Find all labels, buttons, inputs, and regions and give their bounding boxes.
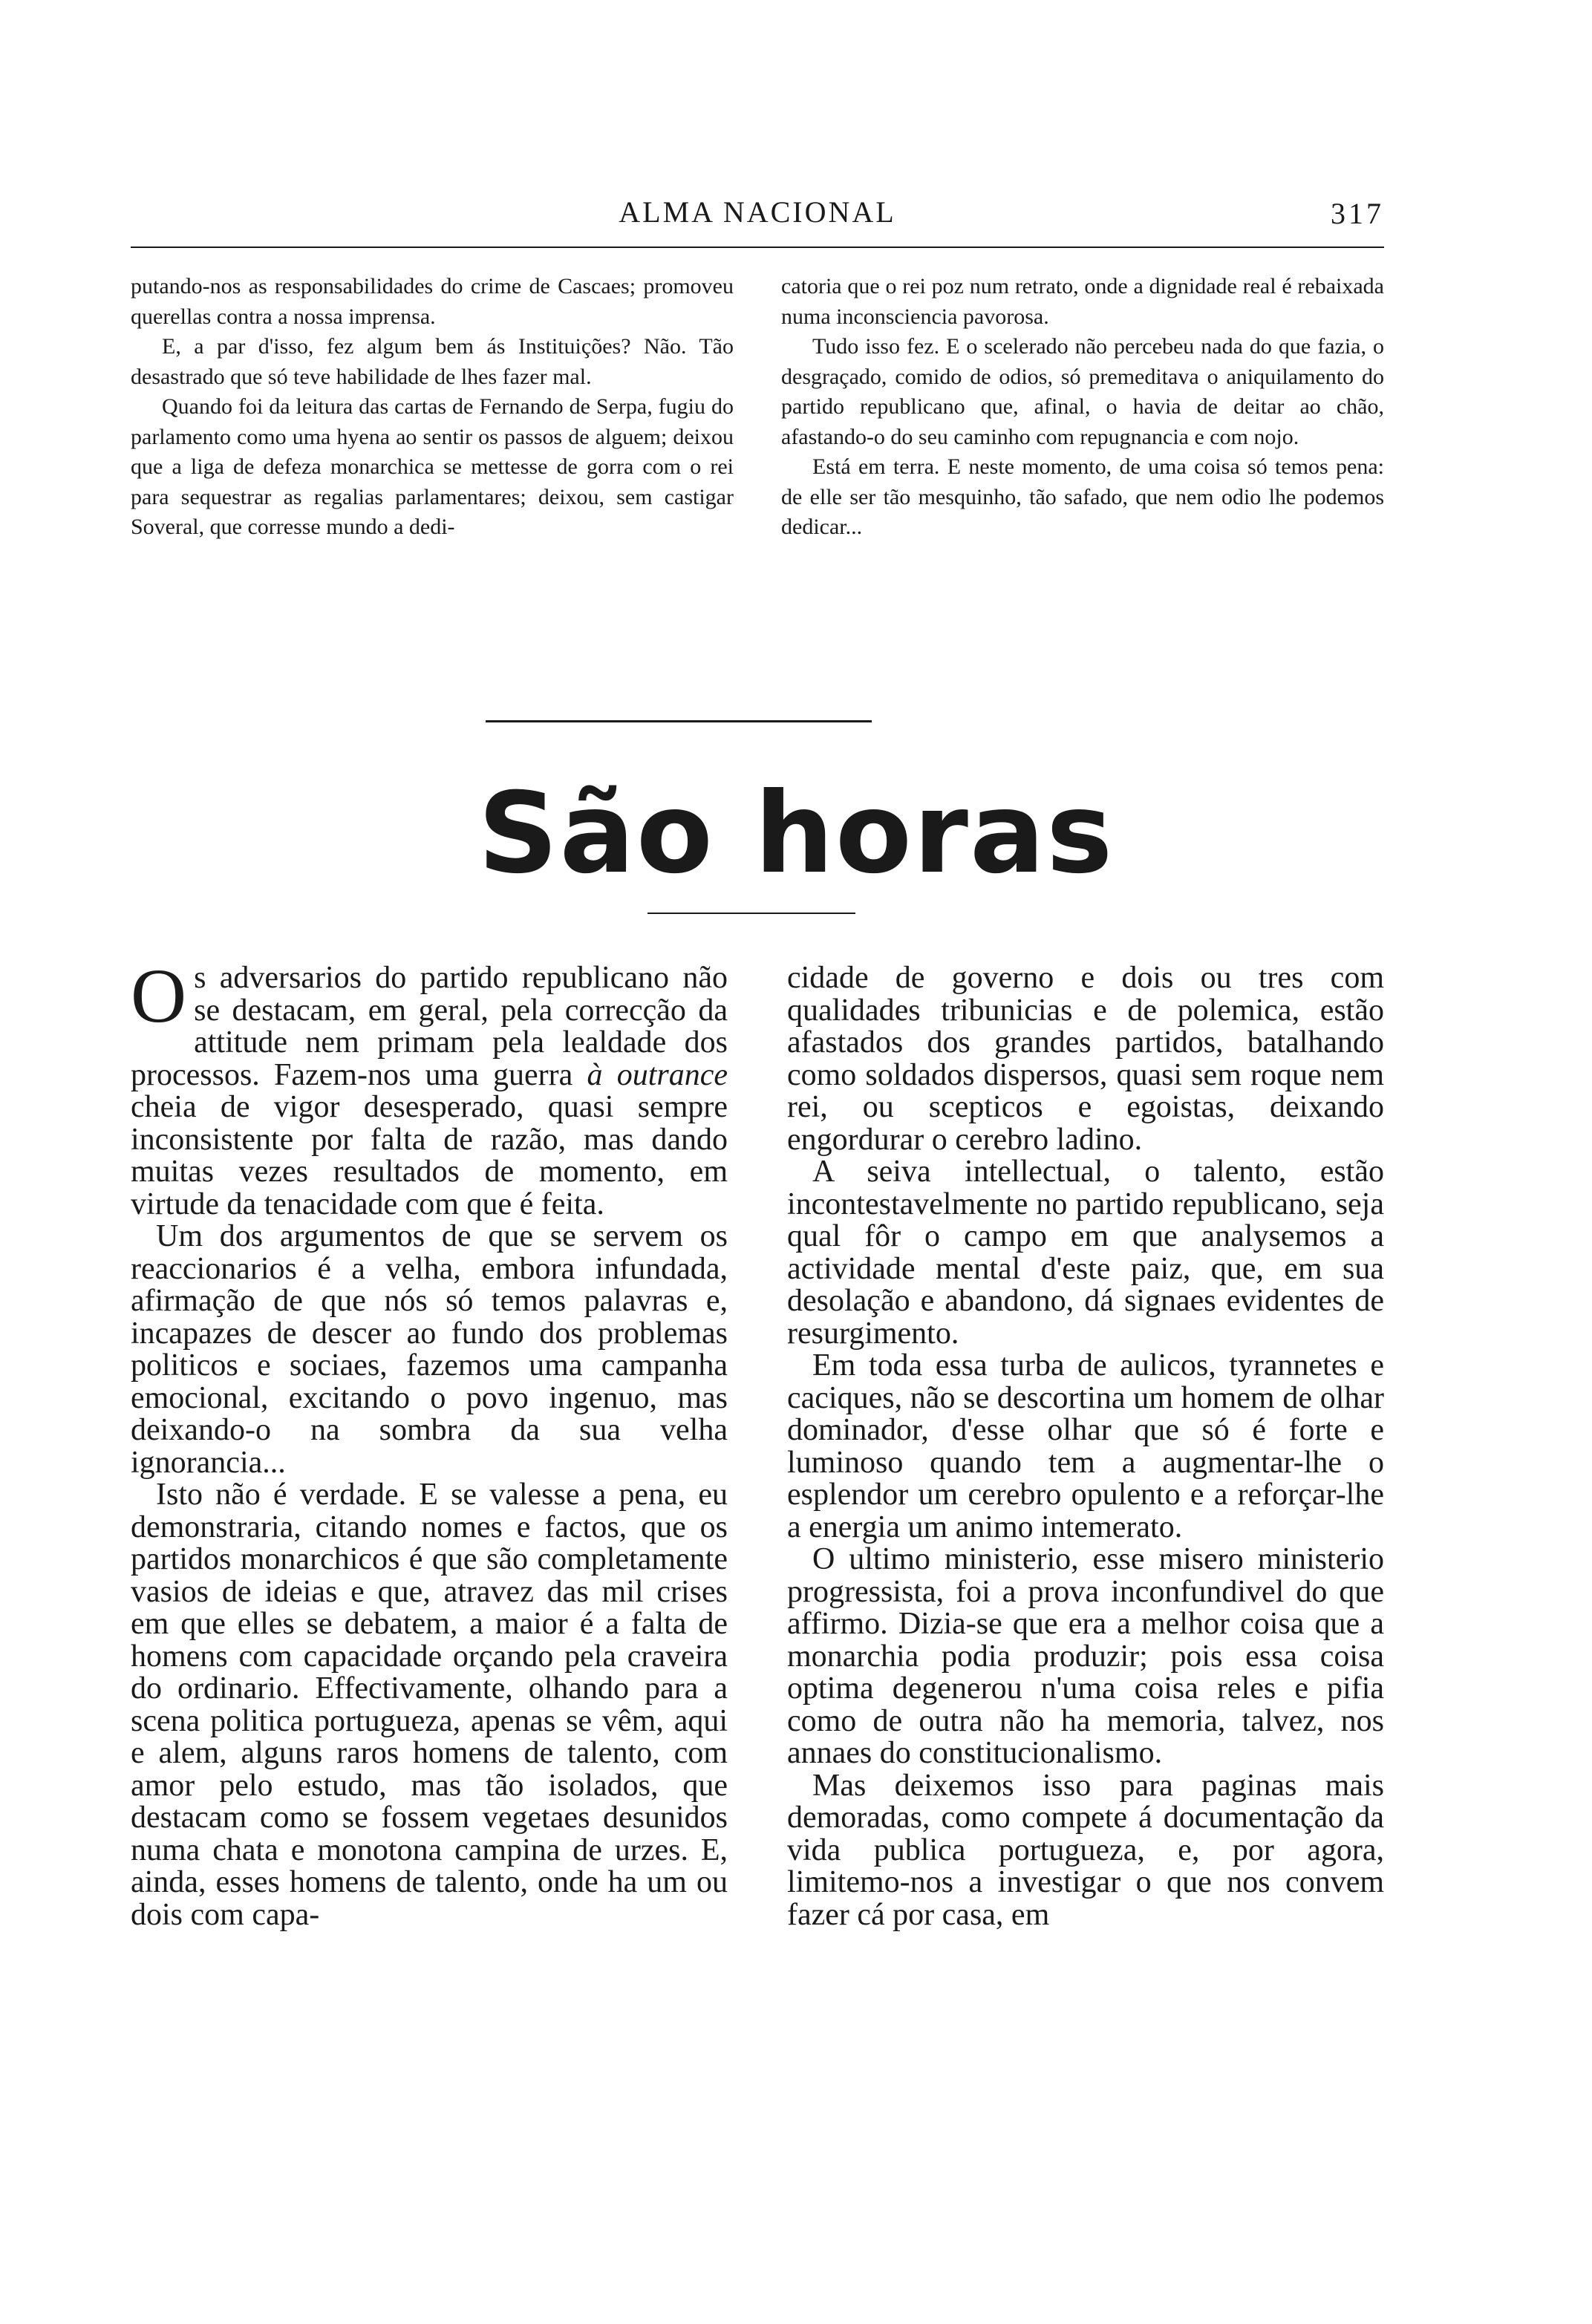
paragraph-text: s adversarios do partido republicano não se destacam, em geral, pela correcção da attitude nem primam pela lealdade dos processos. Fazem-nos uma guerra: [131, 961, 728, 1092]
paragraph: catoria que o rei poz num retrato, onde a dignidade real é rebaixada numa inconsciencia pavorosa.: [781, 274, 1384, 329]
drop-cap: O: [131, 953, 187, 1039]
paragraph: E, a par d'isso, fez algum bem ás Instituições? Não. Tão desastrado que só teve habilidade de lhes fazer mal.: [131, 334, 734, 389]
paragraph: cidade de governo e dois ou tres com qualidades tribunicias e de polemica, estão afastados dos grandes partidos, batalhando como soldados dispersos, quasi sem roque nem rei, ou scepticos e egoistas, deixando engordurar o cerebro ladino.: [787, 961, 1384, 1157]
section-divider-rule: [486, 720, 872, 722]
header-rule: [131, 247, 1384, 248]
previous-article-right-column: [781, 272, 1384, 543]
article-left-column: [131, 953, 728, 1932]
page-number: 317: [1331, 197, 1384, 230]
journal-title: ALMA NACIONAL: [619, 195, 896, 229]
previous-article-left-column: [131, 272, 734, 543]
title-underline-rule: [647, 913, 855, 914]
paragraph-text: cheia de vigor desesperado, quasi sempre inconsistente por falta de razão, mas dando muitas vezes resultados de momento, em virtude da tenacidade com que é feita.: [131, 1090, 728, 1221]
previous-article-continuation: [131, 272, 1384, 543]
paragraph: putando-nos as responsabilidades do crime de Cascaes; promoveu querellas contra a nossa imprensa.: [131, 274, 734, 329]
paragraph: Está em terra. E neste momento, de uma coisa só temos pena: de elle ser tão mesquinho, tão safado, que nem odio lhe podemos dedicar...: [781, 454, 1384, 539]
paragraph: Tudo isso fez. E o scelerado não percebeu nada do que fazia, o desgraçado, comido de odios, só premeditava o aniquilamento do partido republicano que, afinal, o havia de deitar ao chão, afastando-o do seu caminho com repugnancia e com nojo.: [781, 334, 1384, 449]
article-right-column: [787, 962, 1384, 1931]
paragraph: A seiva intellectual, o talento, estão incontestavelmente no partido republicano, seja qual fôr o campo em que analysemos a actividade mental d'este paiz, que, em sua desolação e abandono, dá signaes evidentes de resurgimento.: [787, 1155, 1384, 1351]
article-body: [131, 953, 1384, 1932]
paragraph: Isto não é verdade. E se valesse a pena, eu demonstraria, citando nomes e factos, que os partidos monarchicos é que são completamente vasios de ideias e que, atravez das mil crises em que elles se debatem, a maior é a falta de homens com capacidade orçando pela craveira do ordinario. Effectivamente, olhando para a scena politica portugueza, apenas se vêm, aqui e alem, alguns raros homens de talento, com amor pelo estudo, mas tão isolados, que destacam como se fossem vegetaes desunidos numa chata e monotona campina de urzes. E, ainda, esses homens de talento, onde ha um ou dois com capa-: [131, 1478, 728, 1932]
opening-paragraph: [131, 953, 728, 1221]
paragraph: Em toda essa turba de aulicos, tyrannetes e caciques, não se descortina um homem de olhar dominador, d'esse olhar que só é forte e luminoso quando tem a augmentar-lhe o esplendor um cerebro opulento e a reforçar-lhe a energia um animo intemerato.: [787, 1348, 1384, 1544]
italic-phrase: à outrance: [587, 1057, 728, 1092]
paragraph: Quando foi da leitura das cartas de Fernando de Serpa, fugiu do parlamento como uma hyena ao sentir os passos de alguem; deixou que a liga de defeza monarchica se mettesse de gorra com o rei para sequestrar as regalias parlamentares; deixou, sem castigar Soveral, que corresse mundo a dedi-: [131, 394, 734, 539]
running-header: [131, 195, 1384, 239]
paragraph: O ultimo ministerio, esse misero ministerio progressista, foi a prova inconfundivel do que affirmo. Dizia-se que era a melhor coisa que a monarchia podia produzir; pois essa coisa optima degenerou n'uma coisa reles e pifia como de outra não ha memoria, talvez, nos annaes do constitucionalismo.: [787, 1542, 1384, 1770]
paragraph: Um dos argumentos de que se servem os reaccionarios é a velha, embora infundada, afirmação de que nós só temos palavras e, incapazes de descer ao fundo dos problemas politicos e sociaes, fazemos uma campanha emocional, excitando o povo ingenuo, mas deixando-o na sombra da sua velha ignorancia...: [131, 1219, 728, 1480]
paragraph: Mas deixemos isso para paginas mais demoradas, como compete á documentação da vida publica portugueza, e, por agora, limitemo-nos a investigar o que nos convem fazer cá por casa, em: [787, 1768, 1384, 1932]
article-title: São horas: [477, 769, 1115, 898]
